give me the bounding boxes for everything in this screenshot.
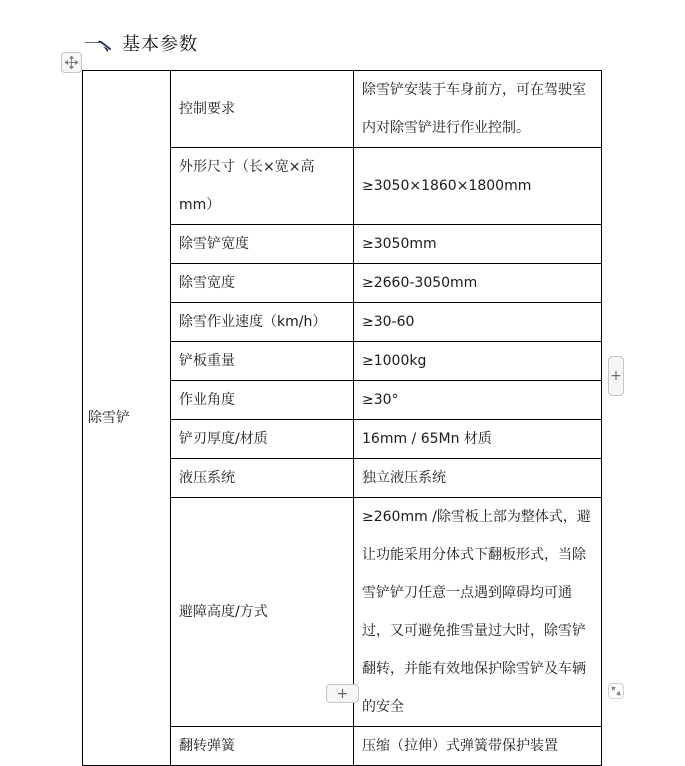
param-value-cell[interactable]: ≥30-60 — [354, 303, 602, 342]
param-label-cell[interactable]: 液压系统 — [171, 459, 354, 498]
param-value-cell[interactable]: ≥1000kg — [354, 342, 602, 381]
param-value-cell[interactable]: 独立液压系统 — [354, 459, 602, 498]
table-move-handle[interactable] — [61, 52, 82, 73]
param-value-cell[interactable]: ≥3050×1860×1800mm — [354, 148, 602, 225]
param-label-cell[interactable]: 铲板重量 — [171, 342, 354, 381]
param-label-cell[interactable]: 除雪作业速度（km/h） — [171, 303, 354, 342]
param-value-cell[interactable]: 除雪铲安装于车身前方，可在驾驶室内对除雪铲进行作业控制。 — [354, 71, 602, 148]
param-label-cell[interactable]: 作业角度 — [171, 381, 354, 420]
group-label-cell[interactable]: 除雪铲 — [83, 71, 171, 766]
param-label-cell[interactable]: 控制要求 — [171, 71, 354, 148]
resize-icon — [611, 686, 621, 696]
table-resize-handle[interactable] — [608, 683, 624, 699]
plus-icon: + — [336, 685, 349, 702]
plus-icon: + — [610, 368, 622, 384]
param-label-cell[interactable]: 翻转弹簧 — [171, 727, 354, 766]
param-label-cell[interactable]: 铲刃厚度/材质 — [171, 420, 354, 459]
section-heading[interactable]: 一、基本参数 — [84, 34, 198, 55]
param-label-cell[interactable]: 除雪宽度 — [171, 264, 354, 303]
param-value-cell[interactable]: ≥30° — [354, 381, 602, 420]
param-label-cell[interactable]: 外形尺寸（长×宽×高 mm） — [171, 148, 354, 225]
param-value-cell[interactable]: ≥3050mm — [354, 225, 602, 264]
param-label-cell[interactable]: 避障高度/方式 — [171, 498, 354, 727]
table-row — [83, 71, 602, 148]
param-value-cell[interactable]: ≥260mm /除雪板上部为整体式，避让功能采用分体式下翻板形式，当除雪铲铲刀任意一点遇到障碍均可通过，又可避免推雪量过大时，除雪铲翻转，并能有效地保护除雪铲及车辆的安全 — [354, 498, 602, 727]
add-column-button[interactable] — [608, 356, 624, 396]
add-row-button[interactable] — [326, 684, 359, 703]
param-value-cell[interactable]: 压缩（拉伸）式弹簧带保护装置 — [354, 727, 602, 766]
move-icon — [65, 56, 78, 69]
param-value-cell[interactable]: ≥2660-3050mm — [354, 264, 602, 303]
param-value-cell[interactable]: 16mm / 65Mn 材质 — [354, 420, 602, 459]
spec-table — [82, 70, 602, 766]
param-label-cell[interactable]: 除雪铲宽度 — [171, 225, 354, 264]
